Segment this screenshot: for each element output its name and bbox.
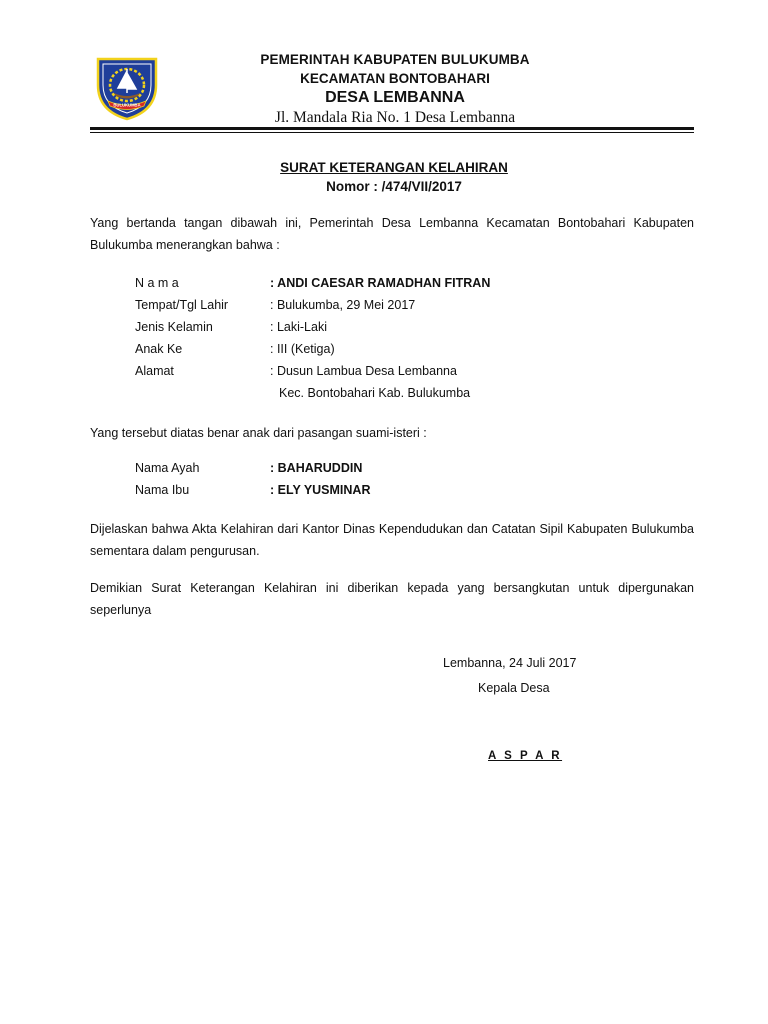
document-number: Nomor : /474/VII/2017	[326, 179, 462, 194]
signature-place-date: Lembanna, 24 Juli 2017	[443, 656, 577, 670]
field-label: N a m a	[135, 276, 179, 290]
parents-intro: Yang tersebut diatas benar anak dari pasangan suami-isteri :	[90, 426, 427, 440]
letterhead-divider-thin	[90, 132, 694, 133]
field-row-mother	[135, 480, 371, 500]
field-label: Alamat	[135, 364, 174, 378]
field-row-gender	[135, 317, 327, 337]
document-title: SURAT KETERANGAN KELAHIRAN	[280, 160, 508, 175]
field-label: Nama Ibu	[135, 483, 190, 497]
letterhead-district: KECAMATAN BONTOBAHARI	[300, 71, 490, 86]
field-value: : Laki-Laki	[270, 320, 327, 334]
field-row-address	[135, 361, 457, 381]
field-value: : Bulukumba, 29 Mei 2017	[270, 298, 416, 312]
field-value: : III (Ketiga)	[270, 342, 335, 356]
field-value: : ELY YUSMINAR	[270, 483, 371, 497]
opening-paragraph: Yang bertanda tangan dibawah ini, Pemerintah Desa Lembanna Kecamatan Bontobahari Kabupaten Bulukumba menerangkan bahwa :	[90, 216, 694, 252]
field-value: : BAHARUDDIN	[270, 461, 363, 475]
letterhead-government: PEMERINTAH KABUPATEN BULUKUMBA	[260, 52, 530, 67]
emblem-banner-text: BULUKUMBA	[113, 102, 141, 108]
field-label: Jenis Kelamin	[135, 320, 213, 334]
field-row-name	[135, 273, 490, 293]
letterhead-divider-thick	[90, 127, 694, 130]
field-label: Anak Ke	[135, 342, 183, 356]
letterhead-address: Jl. Mandala Ria No. 1 Desa Lembanna	[274, 109, 516, 126]
field-label: Nama Ayah	[135, 461, 200, 475]
signatory-name: A S P A R	[488, 750, 563, 762]
signature-role: Kepala Desa	[478, 681, 550, 695]
field-row-birth	[135, 295, 415, 315]
bulukumba-regency-emblem	[92, 55, 162, 121]
address-continuation: Kec. Bontobahari Kab. Bulukumba	[279, 386, 471, 400]
birth-certificate-note: Dijelaskan bahwa Akta Kelahiran dari Kantor Dinas Kependudukan dan Catatan Sipil Kabupaten Bulukumba sementara dalam pengurusan.	[90, 522, 694, 558]
field-row-father	[135, 458, 362, 478]
closing-paragraph: Demikian Surat Keterangan Kelahiran ini diberikan kepada yang bersangkutan untuk dipergunakan seperlunya	[90, 581, 694, 617]
field-label: Tempat/Tgl Lahir	[135, 298, 229, 312]
field-value: : ANDI CAESAR RAMADHAN FITRAN	[270, 276, 491, 290]
field-row-child-order	[135, 339, 335, 359]
field-value: : Dusun Lambua Desa Lembanna	[270, 364, 457, 378]
letterhead-village: DESA LEMBANNA	[325, 89, 465, 106]
